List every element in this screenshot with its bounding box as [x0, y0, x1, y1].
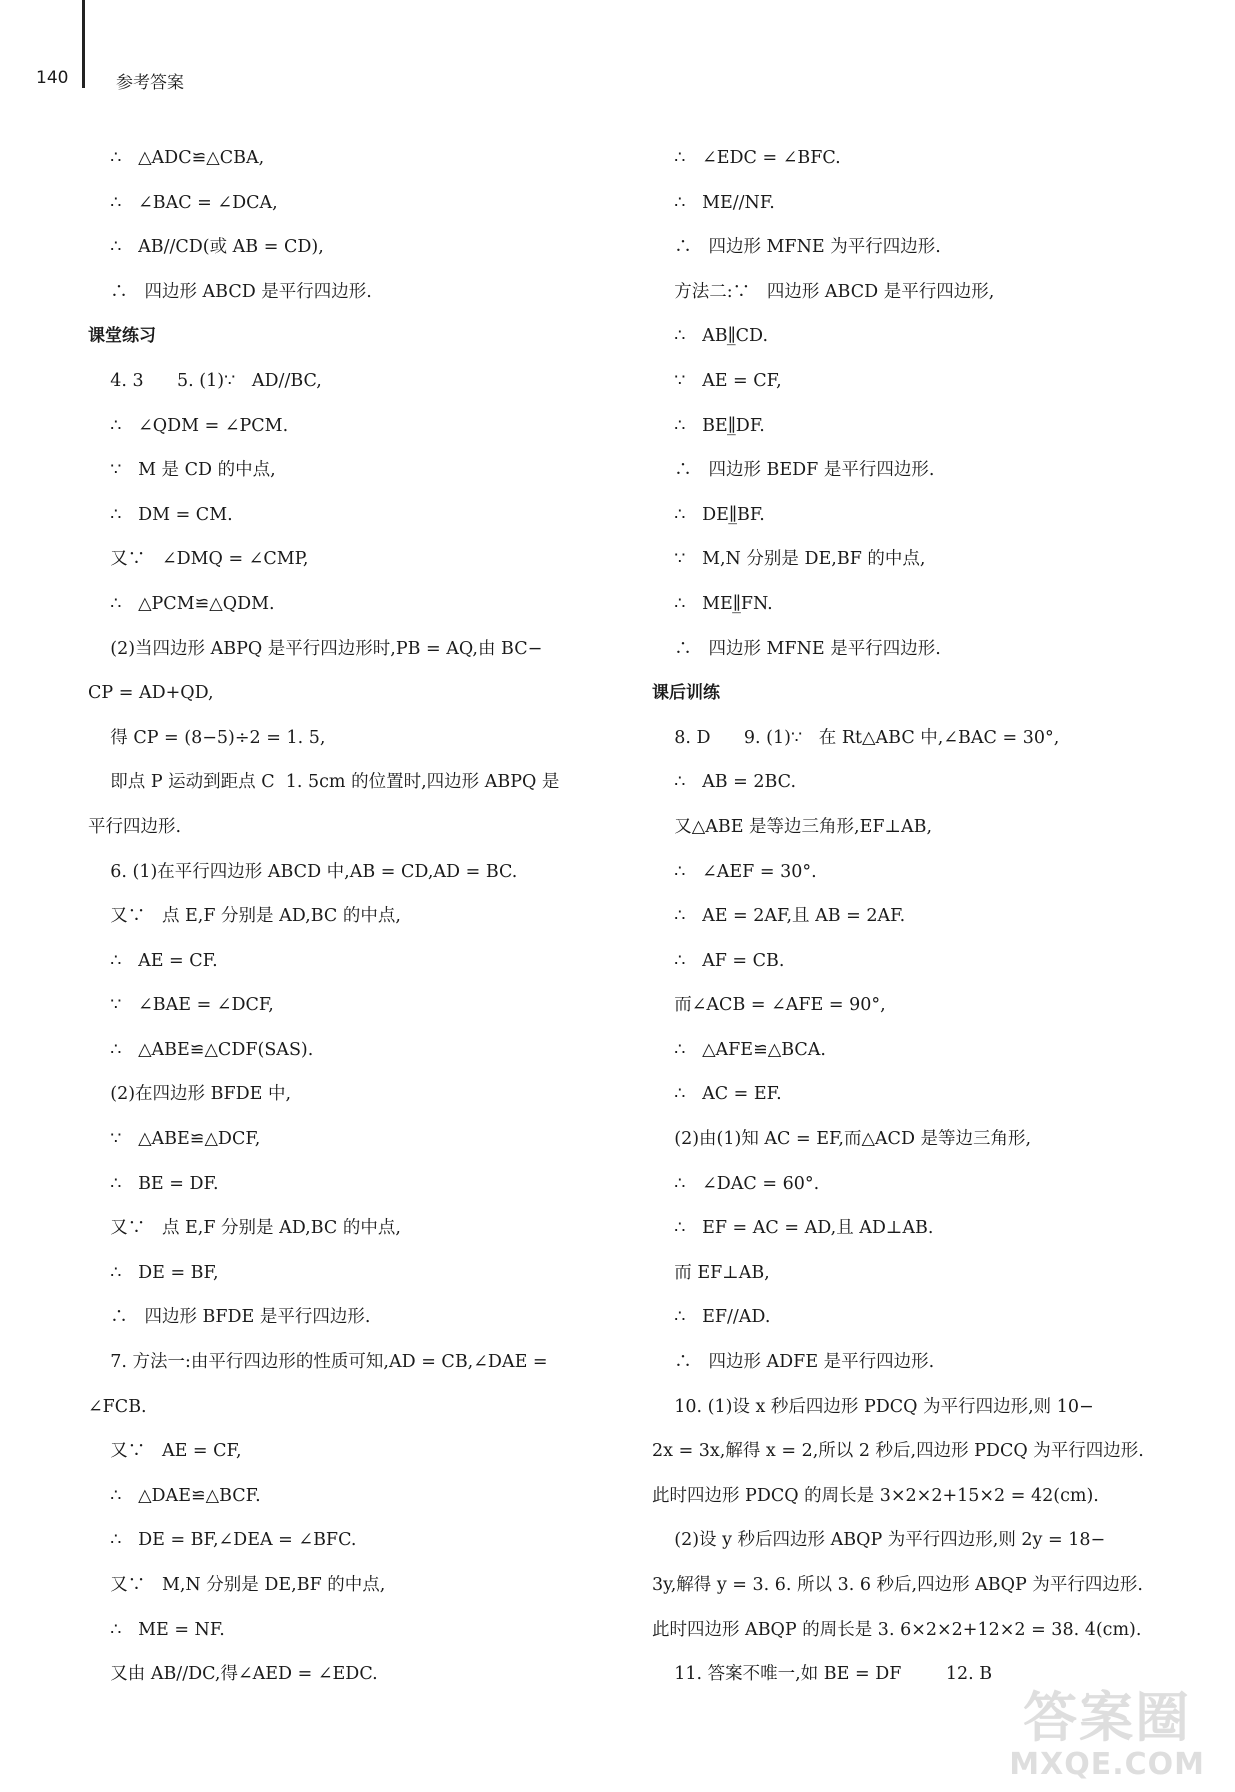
- answer-line: ∴ DE∥̲BF.: [652, 504, 765, 525]
- answer-line: (2)设 y 秒后四边形 ABQP 为平行四边形,则 2y = 18−: [652, 1530, 1106, 1551]
- answer-line: ∴ AB∥̲CD.: [652, 326, 769, 347]
- answer-line: 又∵ M,N 分别是 DE,BF 的中点,: [88, 1575, 386, 1595]
- answer-line: ∴ △DAE≌△BCF.: [88, 1485, 261, 1506]
- answer-line: ∴ 四边形 BEDF 是平行四边形.: [652, 460, 935, 481]
- answer-line: 又由 AB//DC,得∠AED = ∠EDC.: [88, 1664, 378, 1685]
- answer-line: 2x = 3x,解得 x = 2,所以 2 秒后,四边形 PDCQ 为平行四边形.: [652, 1441, 1144, 1462]
- answer-line: ∴ 四边形 MFNE 为平行四边形.: [652, 237, 941, 258]
- answer-line: ∴ ME∥̲FN.: [652, 593, 773, 614]
- answer-line: ∴ DE = BF,: [88, 1262, 219, 1283]
- answer-line: 方法二:∵ 四边形 ABCD 是平行四边形,: [652, 281, 995, 302]
- answer-line: 11. 答案不唯一,如 BE = DF 12. B: [652, 1664, 993, 1685]
- answer-line: ∴ 四边形 BFDE 是平行四边形.: [88, 1307, 371, 1328]
- answer-line: ∴ BE = DF.: [88, 1173, 219, 1194]
- answer-line: ∵ M,N 分别是 DE,BF 的中点,: [652, 549, 926, 570]
- answer-line: 而 EF⊥AB,: [652, 1262, 770, 1283]
- answer-line: ∴ △ADC≌△CBA,: [88, 148, 265, 168]
- answer-line: 又∵ ∠DMQ = ∠CMP,: [88, 549, 309, 570]
- answer-line: ∴ 四边形 ABCD 是平行四边形.: [88, 281, 372, 302]
- answer-line: 又∵ 点 E,F 分别是 AD,BC 的中点,: [88, 1218, 401, 1239]
- answer-line: 10. (1)设 x 秒后四边形 PDCQ 为平行四边形,则 10−: [652, 1396, 1094, 1417]
- answer-line: 而∠ACB = ∠AFE = 90°,: [652, 995, 886, 1016]
- answer-line: ∴ EF//AD.: [652, 1307, 771, 1328]
- answer-line: 4. 3 5. (1)∵ AD//BC,: [88, 370, 322, 391]
- answer-line: 得 CP = (8−5)÷2 = 1. 5,: [88, 727, 326, 748]
- page-title: 参考答案: [116, 73, 184, 93]
- answer-line: ∴ △AFE≌△BCA.: [652, 1039, 826, 1060]
- answer-line: ∠FCB.: [88, 1396, 147, 1417]
- answer-line: 此时四边形 PDCQ 的周长是 3×2×2+15×2 = 42(cm).: [652, 1485, 1099, 1506]
- answer-line: ∴ ∠AEF = 30°.: [652, 861, 817, 882]
- answer-line: ∴ 四边形 ADFE 是平行四边形.: [652, 1352, 935, 1373]
- answer-line: ∴ △PCM≌△QDM.: [88, 593, 275, 614]
- header-divider: [82, 0, 85, 88]
- answer-line: 又∵ 点 E,F 分别是 AD,BC 的中点,: [88, 906, 401, 927]
- answer-line: ∴ AE = 2AF,且 AB = 2AF.: [652, 906, 906, 927]
- answer-line: ∴ 四边形 MFNE 是平行四边形.: [652, 638, 941, 659]
- answer-line: ∴ ∠QDM = ∠PCM.: [88, 415, 289, 436]
- answer-line: ∴ AF = CB.: [652, 950, 785, 971]
- answer-line: ∴ ∠DAC = 60°.: [652, 1173, 820, 1194]
- watermark: [1009, 1688, 1205, 1782]
- answer-line: 又△ABE 是等边三角形,EF⊥AB,: [652, 816, 933, 837]
- answer-line: ∴ BE∥̲DF.: [652, 415, 765, 436]
- answer-line: ∴ AB//CD(或 AB = CD),: [88, 237, 324, 258]
- answer-line: (2)当四边形 ABPQ 是平行四边形时,PB = AQ,由 BC−: [88, 638, 543, 659]
- answer-line: 平行四边形.: [88, 816, 182, 837]
- answer-line: ∴ ME//NF.: [652, 192, 775, 213]
- page-number: 140: [36, 68, 69, 88]
- answer-line: ∴ ∠BAC = ∠DCA,: [88, 192, 278, 213]
- answer-line: ∴ ME = NF.: [88, 1619, 225, 1640]
- answer-line: ∵ M 是 CD 的中点,: [88, 460, 276, 481]
- answer-line: 3y,解得 y = 3. 6. 所以 3. 6 秒后,四边形 ABQP 为平行四边形.: [652, 1575, 1143, 1595]
- answer-line: (2)在四边形 BFDE 中,: [88, 1084, 292, 1105]
- answer-line: ∴ DM = CM.: [88, 504, 233, 525]
- watermark-url: MXQE.COM: [1009, 1747, 1205, 1782]
- answer-line: 6. (1)在平行四边形 ABCD 中,AB = CD,AD = BC.: [88, 861, 518, 882]
- answer-line: ∵ ∠BAE = ∠DCF,: [88, 995, 274, 1016]
- answer-line: 8. D 9. (1)∵ 在 Rt△ABC 中,∠BAC = 30°,: [652, 727, 1060, 748]
- answer-line: 即点 P 运动到距点 C 1. 5cm 的位置时,四边形 ABPQ 是: [88, 772, 560, 793]
- left-column: [88, 136, 598, 1697]
- answer-line: ∴ AE = CF.: [88, 950, 218, 971]
- answer-line: ∵ AE = CF,: [652, 370, 782, 391]
- section-heading: 课后训练: [652, 683, 720, 704]
- answer-line: ∴ AC = EF.: [652, 1084, 782, 1105]
- answer-line: 此时四边形 ABQP 的周长是 3. 6×2×2+12×2 = 38. 4(cm).: [652, 1619, 1142, 1640]
- right-column: [652, 136, 1162, 1697]
- answer-line: 又∵ AE = CF,: [88, 1441, 242, 1462]
- watermark-logo: 答案圈: [1023, 1686, 1192, 1749]
- answer-line: (2)由(1)知 AC = EF,而△ACD 是等边三角形,: [652, 1129, 1032, 1150]
- answer-line: ∴ EF = AC = AD,且 AD⊥AB.: [652, 1218, 934, 1239]
- answer-line: CP = AD+QD,: [88, 683, 214, 704]
- answer-line: ∴ AB = 2BC.: [652, 772, 797, 793]
- answer-line: ∴ DE = BF,∠DEA = ∠BFC.: [88, 1530, 357, 1551]
- answer-line: ∴ ∠EDC = ∠BFC.: [652, 148, 841, 168]
- answer-line: 7. 方法一:由平行四边形的性质可知,AD = CB,∠DAE =: [88, 1352, 548, 1373]
- answer-line: ∵ △ABE≌△DCF,: [88, 1129, 261, 1150]
- section-heading: 课堂练习: [88, 326, 156, 347]
- answer-line: ∴ △ABE≌△CDF(SAS).: [88, 1039, 314, 1060]
